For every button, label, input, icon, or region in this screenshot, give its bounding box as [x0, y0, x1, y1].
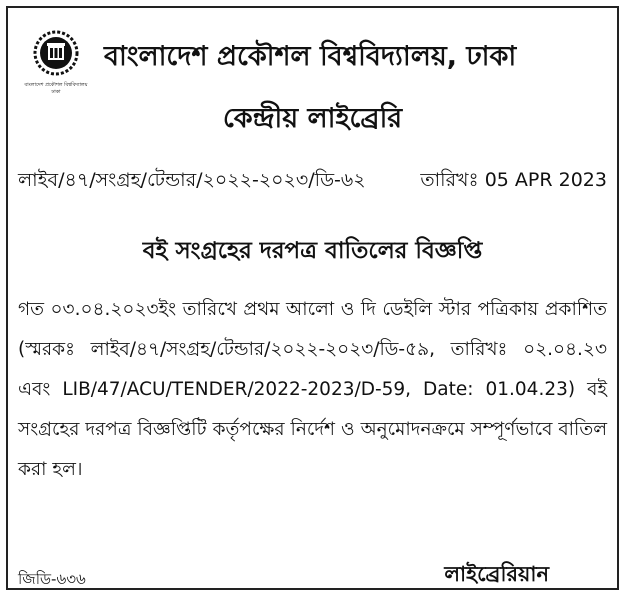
university-name: বাংলাদেশ প্রকৌশল বিশ্ববিদ্যালয়, ঢাকা [104, 41, 517, 72]
notice-title: বই সংগ্রহের দরপত্র বাতিলের বিজ্ঞপ্তি [142, 238, 483, 264]
memo-number: লাইব/৪৭/সংগ্রহ/টেন্ডার/২০২২-২০২৩/ডি-৬২ [18, 169, 366, 191]
gd-code: জিডি-৬৩৬ [18, 570, 86, 588]
date-block [420, 166, 607, 198]
header [8, 8, 617, 158]
logo-caption-city: ঢাকা [51, 89, 61, 95]
notice-body: গত ০৩.০৪.২০২৩ইং তারিখে প্রথম আলো ও দি ডেইলি স্টার পত্রিকায় প্রকাশিত (স্মরকঃ লাইব/৪৭/সংগ্রহ/টেন্ডার/২০২২-২০২৩/ডি-৫৯, তারিখঃ ০২.০৪.২৩ এবং LIB/47/ACU/TENDER/2022-2023/D-59, Date: 01.04.23) বই সংগ্রহের দরপত্র বিজ্ঞপ্তিটি কর্তৃপক্ষের নির্দেশ ও অনুমোদনক্রমে সম্পূর্ণভাবে বাতিল করা হল। [18, 299, 607, 480]
date-label: তারিখঃ [420, 169, 479, 191]
logo-caption: বাংলাদেশ প্রকৌশল বিশ্ববিদ্যালয় [24, 82, 88, 88]
date-value: 05 APR 2023 [484, 169, 607, 191]
notice-frame [6, 6, 619, 590]
library-name: কেন্দ্রীয় লাইব্রেরি [222, 103, 403, 134]
university-logo-icon [33, 30, 79, 76]
signatory: লাইব্রেরিয়ান [444, 562, 549, 586]
logo-block [22, 30, 90, 95]
